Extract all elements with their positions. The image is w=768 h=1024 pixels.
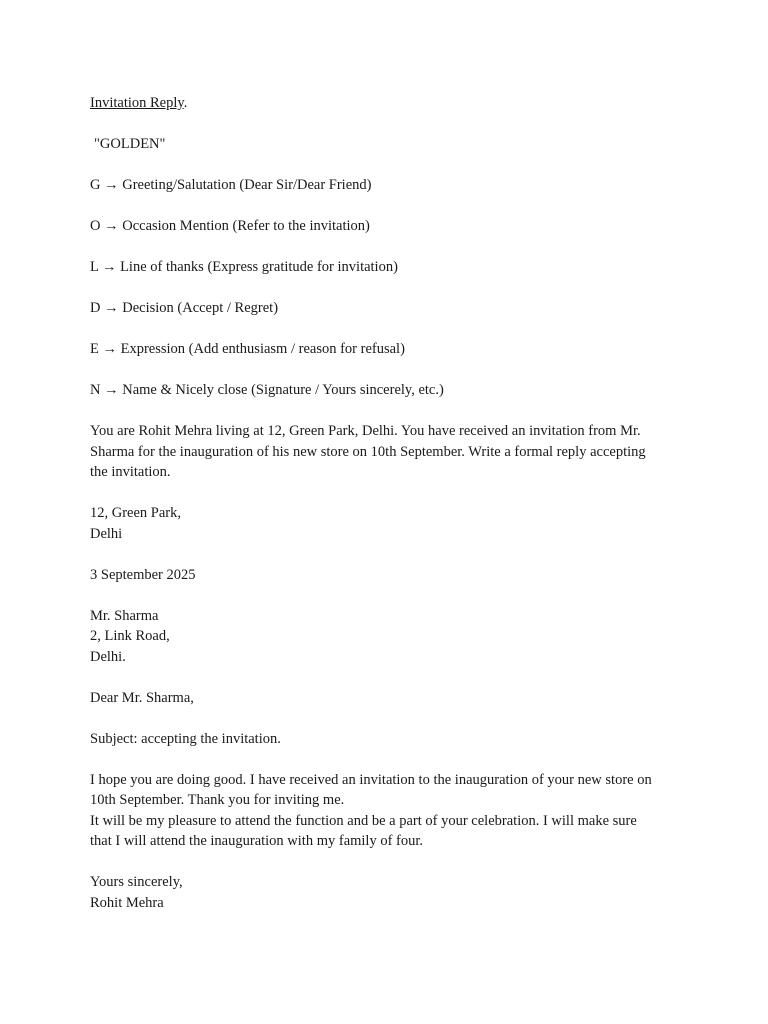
mnemonic-item-e: E → Expression (Add enthusiasm / reason for refusal)	[90, 341, 405, 357]
receiver-address-line: 2, Link Road,	[90, 628, 170, 644]
subject-line: Subject: accepting the invitation.	[90, 730, 281, 747]
sender-address-line: 12, Green Park,	[90, 505, 182, 521]
question-paragraph	[90, 421, 690, 483]
acronym-title: "GOLDEN"	[94, 136, 166, 152]
letter-date: 3 September 2025	[90, 566, 196, 583]
sender-address	[90, 503, 690, 544]
question-line: Sharma for the inauguration of his new store on 10th September. Write a formal reply accepting	[90, 443, 646, 460]
mnemonic-item-l: L → Line of thanks (Express gratitude for invitation)	[90, 259, 398, 275]
salutation: Dear Mr. Sharma,	[90, 689, 194, 706]
mnemonic-item-n: N → Name & Nicely close (Signature / Yours sincerely, etc.)	[90, 382, 444, 398]
receiver-address-line: Mr. Sharma	[90, 607, 159, 624]
receiver-address-line: Delhi.	[90, 648, 126, 665]
body-line: I hope you are doing good. I have received an invitation to the inauguration of your new store on	[90, 771, 652, 788]
document-page	[90, 93, 690, 913]
heading-title: Invitation Reply	[90, 95, 184, 111]
document-heading	[90, 93, 690, 114]
mnemonic-item-d: D → Decision (Accept / Regret)	[90, 300, 279, 316]
mnemonic-item-g: G → Greeting/Salutation (Dear Sir/Dear Friend)	[90, 177, 372, 193]
mnemonic-item-o: O → Occasion Mention (Refer to the invitation)	[90, 218, 370, 234]
receiver-address	[90, 606, 690, 668]
closing: Yours sincerely,	[90, 874, 183, 890]
question-line: You are Rohit Mehra living at 12, Green Park, Delhi. You have received an invitation from Mr.	[90, 423, 641, 439]
body-line: 10th September. Thank you for inviting me.	[90, 792, 345, 808]
body-line: It will be my pleasure to attend the function and be a part of your celebration. I will make sure	[90, 812, 637, 829]
heading-period: .	[183, 95, 188, 111]
letter-body	[90, 770, 690, 852]
question-line: the invitation.	[90, 464, 171, 480]
sender-address-line: Delhi	[90, 525, 123, 542]
signature-name: Rohit Mehra	[90, 894, 164, 911]
body-line: that I will attend the inauguration with my family of four.	[90, 833, 424, 849]
